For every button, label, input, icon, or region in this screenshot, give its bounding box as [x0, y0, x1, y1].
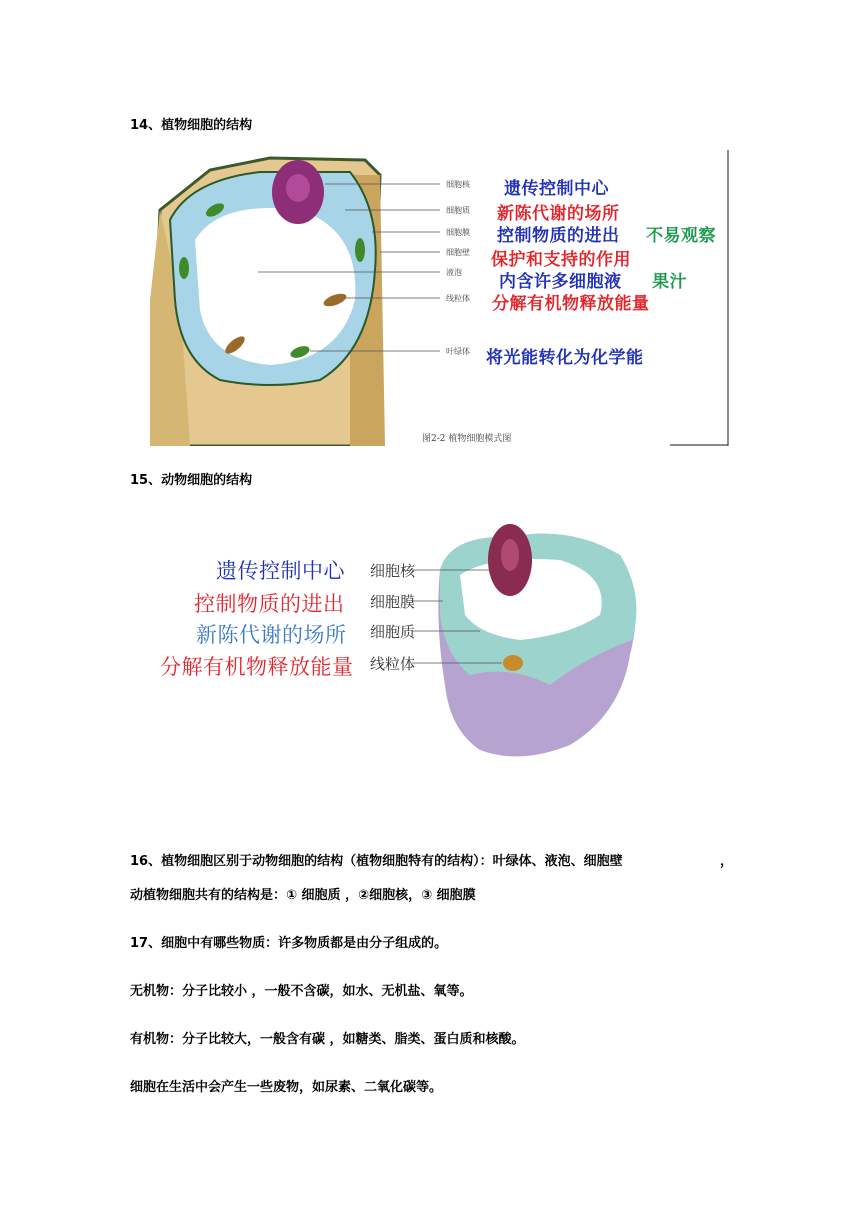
plant-function-cytoplasm: 新陈代谢的场所 [497, 204, 620, 224]
animal-function-cytoplasm: 新陈代谢的场所 [196, 623, 347, 647]
section-15-title: 15、动物细胞的结构 [130, 473, 253, 488]
plant-function-nucleus: 遗传控制中心 [504, 179, 609, 199]
section-14-title: 14、植物细胞的结构 [130, 118, 253, 133]
animal-cell-figure [150, 515, 650, 775]
plant-label-vacuole: 液泡 [446, 268, 462, 277]
plant-label-wall: 细胞壁 [446, 248, 470, 257]
plant-label-mitochondria: 线粒体 [446, 294, 470, 303]
animal-label-mitochondria: 线粒体 [370, 655, 416, 673]
paragraph-inorganic: 无机物：分子比较小 ，一般不含碳，如水、无机盐、氧等。 [130, 984, 473, 999]
plant-function-mitochondria: 分解有机物释放能量 [492, 294, 650, 314]
animal-function-nucleus: 遗传控制中心 [216, 559, 345, 583]
plant-function-vacuole: 内含许多细胞液 [499, 272, 622, 292]
paragraph-16-line-1: 16、植物细胞区别于动物细胞的结构（植物细胞特有的结构）：叶绿体、液泡、细胞壁 [130, 854, 623, 869]
plant-function-chloroplast: 将光能转化为化学能 [486, 348, 644, 368]
plant-note-juice: 果汁 [652, 272, 687, 292]
paragraph-17: 17、细胞中有哪些物质：许多物质都是由分子组成的。 [130, 936, 448, 951]
animal-label-cytoplasm: 细胞质 [370, 623, 416, 641]
paragraph-16-line-1-end: ， [720, 854, 734, 869]
plant-cell-figure [150, 150, 730, 446]
plant-function-membrane: 控制物质的进出 [497, 226, 620, 246]
plant-label-chloroplast: 叶绿体 [446, 347, 470, 356]
paragraph-16-line-2: 动植物细胞共有的结构是：① 细胞质 ，②细胞核，③ 细胞膜 [130, 888, 476, 903]
paragraph-waste: 细胞在生活中会产生一些废物，如尿素、二氧化碳等。 [130, 1080, 443, 1095]
paragraph-organic: 有机物：分子比较大，一般含有碳 ，如糖类、脂类、蛋白质和核酸。 [130, 1032, 525, 1047]
plant-label-membrane: 细胞膜 [446, 228, 470, 237]
animal-label-membrane: 细胞膜 [370, 593, 416, 611]
animal-function-mitochondria: 分解有机物释放能量 [160, 655, 354, 679]
plant-figure-caption: 图2-2 植物细胞模式图 [422, 434, 512, 444]
plant-function-wall: 保护和支持的作用 [491, 250, 631, 270]
animal-label-nucleus: 细胞核 [370, 562, 416, 580]
animal-function-membrane: 控制物质的进出 [194, 592, 345, 616]
plant-note-hard-to-see: 不易观察 [646, 226, 716, 246]
plant-label-nucleus: 细胞核 [446, 180, 470, 189]
plant-label-cytoplasm: 细胞质 [446, 206, 470, 215]
